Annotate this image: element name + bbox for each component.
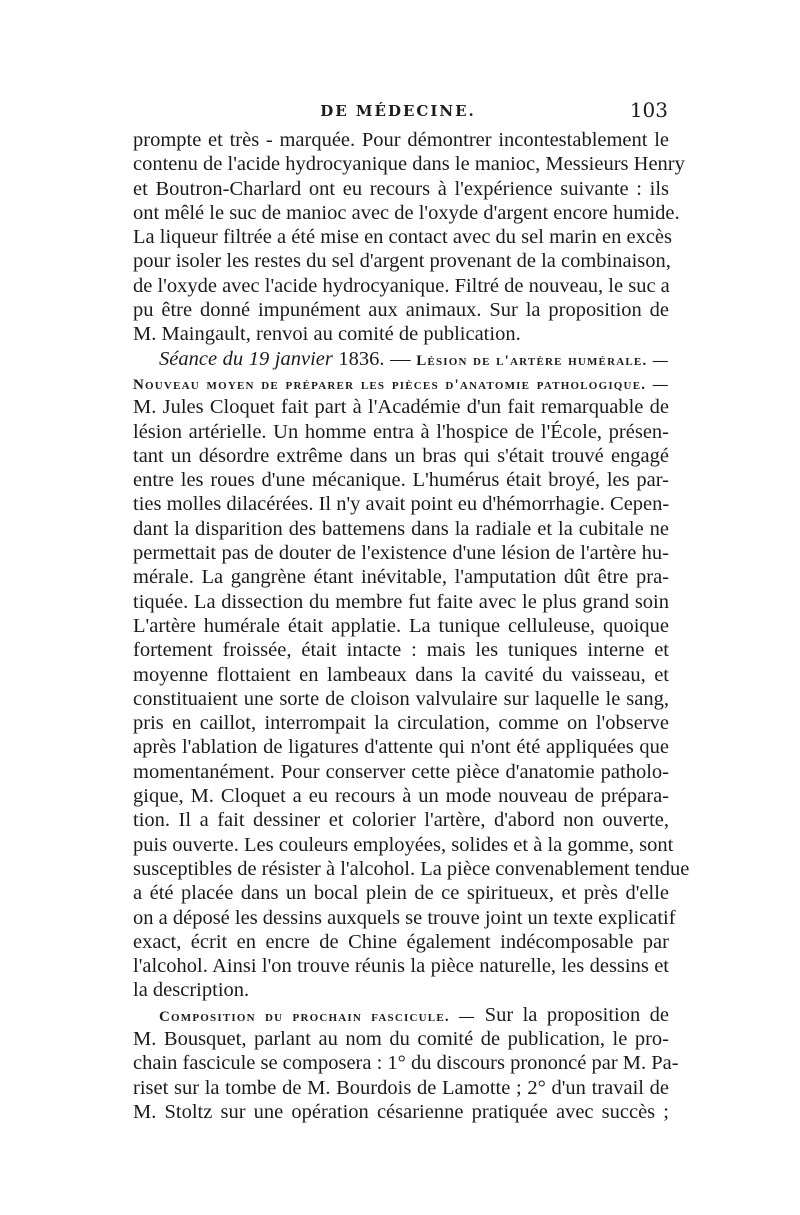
- text-line: M. Maingault, renvoi au comité de publication.: [133, 323, 521, 346]
- composition-section: [133, 1003, 679, 1124]
- text-line: riset sur la tombe de M. Bourdois de Lamotte ; 2° d'un travail de: [133, 1076, 669, 1099]
- text-line: pour isoler les restes du sel d'argent provenant de la combinaison,: [133, 250, 671, 273]
- text-line: dant la disparition des battemens dans la radiale et la cubitale ne: [133, 517, 669, 540]
- text-line: La liqueur filtrée a été mise en contact avec du sel marin en excès: [133, 226, 673, 249]
- text-line: entre les roues d'une mécanique. L'humérus était broyé, les par-: [133, 469, 669, 492]
- text-line: moyenne flottaient en lambeaux dans la cavité du vaisseau, et: [133, 663, 669, 686]
- text-line: M. Bousquet, parlant au nom du comité de publication, le pro-: [133, 1027, 669, 1050]
- text-line: L'artère humérale était applatie. La tunique celluleuse, quoique: [133, 614, 669, 637]
- section-heading-lesion: Lésion de l'artère humérale. —: [416, 352, 670, 369]
- text-line: la description.: [133, 979, 250, 1002]
- text-line: ont mêlé le suc de manioc avec de l'oxyde d'argent encore humide.: [133, 201, 680, 224]
- session-year: 1836. —: [338, 347, 411, 370]
- text-line: a été placée dans un bocal plein de ce spiritueux, et près d'elle: [133, 882, 669, 905]
- text-line: mérale. La gangrène étant inévitable, l'amputation dût être pra-: [133, 566, 669, 589]
- text-line: pris en caillot, interrompait la circulation, comme on l'observe: [133, 712, 669, 735]
- text-line: l'alcohol. Ainsi l'on trouve réunis la pièce naturelle, les dessins et: [133, 955, 669, 978]
- text-line: prompte et très - marquée. Pour démontrer incontestablement le: [133, 129, 669, 151]
- text-line: exact, écrit en encre de Chine également indécomposable par: [133, 930, 669, 953]
- text-line: de l'oxyde avec l'acide hydrocyanique. Filtré de nouveau, le suc a: [133, 274, 670, 297]
- text-line: M. Jules Cloquet fait part à l'Académie d'un fait remarquable de: [133, 396, 669, 419]
- running-head: [128, 98, 668, 125]
- text-line: après l'ablation de ligatures d'attente qui n'ont été appliquées que: [133, 736, 669, 759]
- text-line: tiquée. La dissection du membre fut faite avec le plus grand soin: [133, 590, 669, 613]
- text-line: M. Stoltz sur une opération césarienne pratiquée avec succès ;: [133, 1100, 669, 1123]
- text-line: susceptibles de résister à l'alcohol. La pièce convenablement tendue: [133, 857, 690, 880]
- text-line: fortement froissée, était intacte : mais les tuniques interne et: [133, 639, 669, 662]
- section-heading-nouveau-moyen: Nouveau moyen de préparer les pièces d'anatomie pathologique. —: [133, 376, 669, 393]
- section-heading-line: [133, 371, 669, 395]
- section-heading-composition: Composition du prochain fascicule. —: [159, 1008, 476, 1025]
- text-line: momentanément. Pour conserver cette pièce d'anatomie patholo-: [133, 760, 669, 783]
- text-line: lésion artérielle. Un homme entra à l'hospice de l'École, présen-: [133, 420, 669, 443]
- session-date: 19 janvier: [248, 347, 333, 370]
- text-line: tion. Il a fait dessiner et colorier l'artère, d'abord non ouverte,: [133, 809, 669, 832]
- text-line: on a déposé les dessins auxquels se trouve joint un texte explicatif: [133, 906, 676, 929]
- page-number: 103: [629, 98, 668, 122]
- session-date-prefix: Séance du: [159, 347, 244, 370]
- session-heading-line: [133, 347, 669, 371]
- body-text: [133, 128, 690, 1124]
- text-line: constituaient une sorte de cloison valvulaire sur laquelle le sang,: [133, 687, 669, 710]
- text-line: permettait pas de douter de l'existence d'une lésion de l'artère hu-: [133, 542, 669, 565]
- text-line: contenu de l'acide hydrocyanique dans le manioc, Messieurs Henry: [133, 153, 685, 176]
- composition-heading-line: [133, 1003, 669, 1027]
- paragraph-manioc: [133, 128, 685, 347]
- session-section: [133, 347, 690, 1003]
- text-line: gique, M. Cloquet a eu recours à un mode nouveau de prépara-: [133, 785, 669, 808]
- text-line: pu être donné impunément aux animaux. Sur la proposition de: [133, 299, 669, 322]
- text-line: et Boutron-Charlard ont eu recours à l'expérience suivante : ils: [133, 177, 669, 200]
- composition-first-line-text: Sur la proposition de: [484, 1003, 670, 1026]
- text-line: chain fascicule se composera : 1° du discours prononcé par M. Pa-: [133, 1052, 679, 1075]
- text-line: ties molles dilacérées. Il n'y avait point eu d'hémorrhagie. Cepen-: [133, 493, 670, 516]
- running-title: DE MÉDECINE.: [320, 102, 476, 120]
- text-line: tant un désordre extrême dans un bras qui s'était trouvé engagé: [133, 444, 669, 467]
- text-line: puis ouverte. Les couleurs employées, solides et à la gomme, sont: [133, 833, 674, 856]
